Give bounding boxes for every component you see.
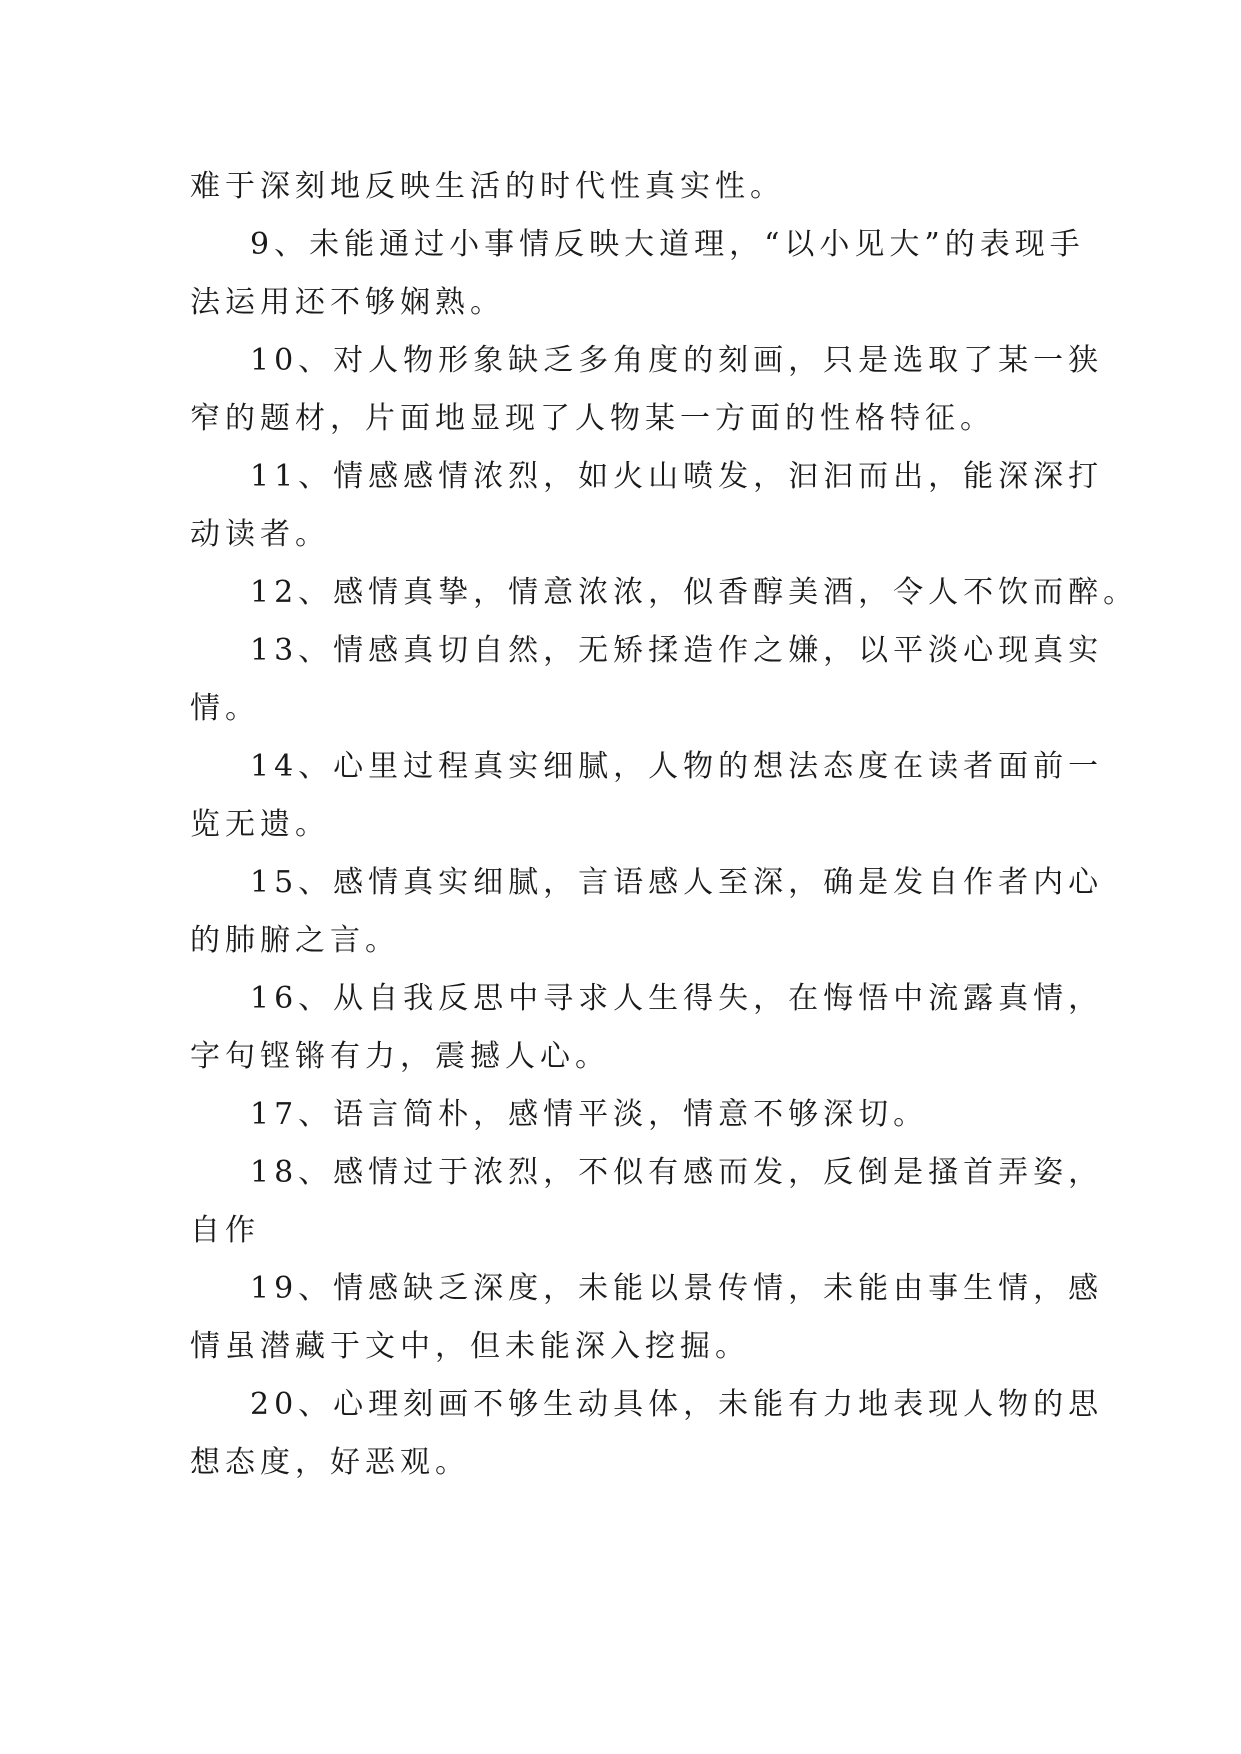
text-line: 自作 (190, 1213, 260, 1248)
document-body (190, 158, 1139, 1492)
text-line: 法运用还不够娴熟。 (190, 285, 505, 320)
text-line: 20、心理刻画不够生动具体，未能有力地表现人物的思 (250, 1387, 1104, 1422)
text-line: 览无遗。 (190, 807, 330, 842)
text-line: 难于深刻地反映生活的时代性真实性。 (190, 169, 785, 204)
text-line: 14、心里过程真实细腻，人物的想法态度在读者面前一 (250, 749, 1104, 784)
text-line: 9、未能通过小事情反映大道理，“以小见大”的表现手 (250, 227, 1085, 262)
text-line: 情。 (190, 691, 260, 726)
text-line: 12、感情真挚，情意浓浓，似香醇美酒，令人不饮而醉。 (250, 575, 1139, 610)
text-line: 情虽潜藏于文中，但未能深入挖掘。 (190, 1329, 750, 1364)
text-line: 窄的题材，片面地显现了人物某一方面的性格特征。 (190, 401, 995, 436)
text-line: 动读者。 (190, 517, 330, 552)
text-line: 13、情感真切自然，无矫揉造作之嫌，以平淡心现真实 (250, 633, 1104, 668)
text-line: 的肺腑之言。 (190, 923, 400, 958)
text-line: 17、语言简朴，感情平淡，情意不够深切。 (250, 1097, 929, 1132)
text-line: 15、感情真实细腻，言语感人至深，确是发自作者内心 (250, 865, 1104, 900)
text-line: 18、感情过于浓烈，不似有感而发，反倒是搔首弄姿， (250, 1155, 1104, 1190)
text-line: 10、对人物形象缺乏多角度的刻画，只是选取了某一狭 (250, 343, 1104, 378)
text-line: 11、情感感情浓烈，如火山喷发，汩汩而出，能深深打 (250, 459, 1104, 494)
text-line: 想态度，好恶观。 (190, 1445, 470, 1480)
text-line: 字句铿锵有力，震撼人心。 (190, 1039, 610, 1074)
text-line: 16、从自我反思中寻求人生得失，在悔悟中流露真情， (250, 981, 1104, 1016)
text-line: 19、情感缺乏深度，未能以景传情，未能由事生情，感 (250, 1271, 1104, 1306)
